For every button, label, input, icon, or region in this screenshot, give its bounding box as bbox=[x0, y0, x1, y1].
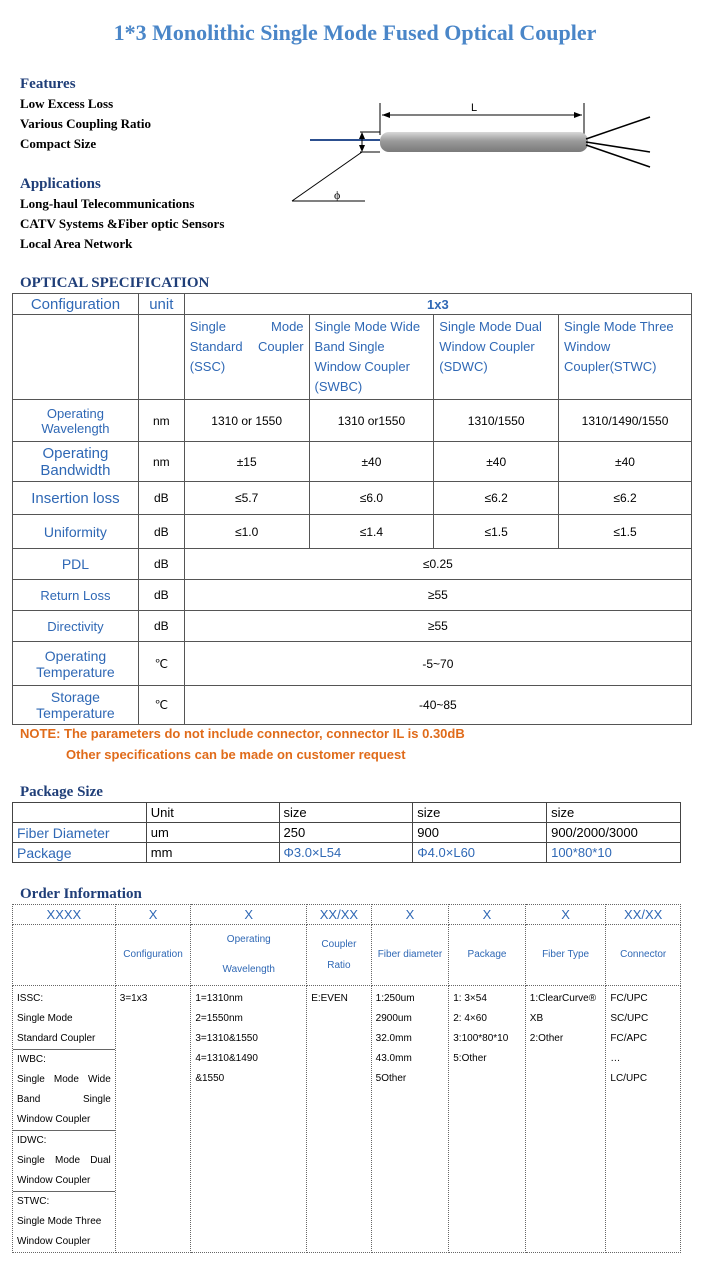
order-code: XX/XX bbox=[307, 905, 371, 925]
order-code: X bbox=[191, 905, 307, 925]
table-cell: Φ4.0×L60 bbox=[413, 843, 547, 863]
spec-row bbox=[13, 442, 692, 482]
list-item: 2: 4×60 bbox=[453, 1013, 487, 1024]
table-header: size bbox=[547, 803, 681, 823]
order-label: Fiber Type bbox=[525, 925, 606, 986]
order-label: Fiber diameter bbox=[371, 925, 449, 986]
list-item: 32.0mm bbox=[375, 1033, 412, 1044]
type-stwc: Single Mode Three Window Coupler(STWC) bbox=[559, 315, 692, 400]
list-item: Window Coupler bbox=[17, 1175, 91, 1186]
list-item: IWBC: bbox=[17, 1054, 46, 1065]
spec-row bbox=[13, 482, 692, 515]
spec-value: ≤1.0 bbox=[184, 515, 309, 549]
table-cell: mm bbox=[146, 843, 279, 863]
order-label: Package bbox=[449, 925, 526, 986]
spec-value: ±40 bbox=[309, 442, 434, 482]
table-header: size bbox=[279, 803, 413, 823]
spec-unit: dB bbox=[138, 549, 184, 580]
spec-row bbox=[13, 686, 692, 725]
order-code: X bbox=[525, 905, 606, 925]
features-list bbox=[20, 94, 151, 154]
type-group bbox=[13, 1191, 115, 1252]
spec-value: ≤5.7 bbox=[184, 482, 309, 515]
spec-value: ≤6.2 bbox=[559, 482, 692, 515]
package-size-heading: Package Size bbox=[20, 784, 103, 800]
list-item: FC/APC bbox=[610, 1033, 648, 1044]
spec-unit: nm bbox=[138, 442, 184, 482]
order-wavelength-cell bbox=[191, 986, 307, 1253]
spec-label: Uniformity bbox=[13, 515, 139, 549]
output-fiber bbox=[586, 142, 650, 152]
list-item: Single Mode Dual bbox=[17, 1155, 111, 1166]
order-label: Configuration bbox=[115, 925, 191, 986]
type-group bbox=[13, 989, 115, 1049]
table-row bbox=[13, 905, 681, 925]
order-code: X bbox=[115, 905, 191, 925]
list-item: &1550 bbox=[195, 1073, 225, 1084]
spec-unit: dB bbox=[138, 580, 184, 611]
applications-heading: Applications bbox=[20, 176, 101, 192]
list-item: 1=1310nm bbox=[195, 993, 243, 1004]
list-item: … bbox=[610, 1053, 621, 1064]
spec-value: 1310 or1550 bbox=[309, 400, 434, 442]
type-swbc: Single Mode Wide Band Single Window Coupler (SWBC) bbox=[309, 315, 434, 400]
list-item: 43.0mm bbox=[375, 1053, 412, 1064]
spec-value: ≤1.5 bbox=[559, 515, 692, 549]
spec-value: ±40 bbox=[559, 442, 692, 482]
feature-item: Low Excess Loss bbox=[20, 96, 114, 111]
table-cell: Φ3.0×L54 bbox=[279, 843, 413, 863]
spec-value: ±40 bbox=[434, 442, 559, 482]
spec-value: ≤0.25 bbox=[184, 549, 691, 580]
spec-label: Insertion loss bbox=[13, 482, 139, 515]
list-item: FC/UPC bbox=[610, 993, 648, 1004]
order-connector-cell bbox=[606, 986, 681, 1253]
spec-value: ≤1.4 bbox=[309, 515, 434, 549]
spec-value: ≤6.0 bbox=[309, 482, 434, 515]
spec-value: 1310 or 1550 bbox=[184, 400, 309, 442]
list-item: ISSC: bbox=[17, 993, 44, 1004]
order-ratio-cell bbox=[307, 986, 371, 1253]
applications-list bbox=[20, 194, 224, 254]
config-header: Configuration bbox=[13, 294, 139, 315]
table-cell: 100*80*10 bbox=[547, 843, 681, 863]
application-item: CATV Systems &Fiber optic Sensors bbox=[20, 216, 225, 231]
output-fiber bbox=[586, 145, 650, 167]
application-item: Long-haul Telecommunications bbox=[20, 196, 195, 211]
unit-header: unit bbox=[138, 294, 184, 315]
spec-row bbox=[13, 515, 692, 549]
table-row bbox=[13, 986, 681, 1253]
list-item: STWC: bbox=[17, 1196, 50, 1207]
spec-value: -40~85 bbox=[184, 686, 691, 725]
feature-item: Various Coupling Ratio bbox=[20, 116, 151, 131]
page-title: 1*3 Monolithic Single Mode Fused Optical Coupler bbox=[113, 20, 597, 45]
list-item: 1:250um bbox=[375, 993, 415, 1004]
order-info-heading: Order Information bbox=[20, 886, 142, 902]
spec-value: ≤6.2 bbox=[434, 482, 559, 515]
features-heading: Features bbox=[20, 76, 76, 92]
table-cell: Fiber Diameter bbox=[13, 823, 147, 843]
spec-row bbox=[13, 611, 692, 642]
optical-spec-table bbox=[12, 293, 692, 725]
list-item: 2:Other bbox=[529, 1033, 564, 1044]
list-item: Single Mode Wide bbox=[17, 1074, 111, 1085]
spec-note bbox=[20, 723, 465, 765]
list-item: Single Mode Three bbox=[17, 1216, 102, 1227]
list-item: SC/UPC bbox=[610, 1013, 649, 1024]
table-row bbox=[13, 843, 681, 863]
list-item: 5Other bbox=[375, 1073, 407, 1084]
table-cell: 250 bbox=[279, 823, 413, 843]
application-item: Local Area Network bbox=[20, 236, 133, 251]
table-cell: Package bbox=[13, 843, 147, 863]
list-item: 4=1310&1490 bbox=[195, 1053, 258, 1064]
spec-row bbox=[13, 580, 692, 611]
list-item: 2900um bbox=[375, 1013, 412, 1024]
order-fiber-diameter-cell bbox=[371, 986, 449, 1253]
spec-unit: ℃ bbox=[138, 686, 184, 725]
type-group bbox=[13, 1130, 115, 1191]
output-fiber bbox=[586, 117, 650, 139]
spec-label: PDL bbox=[13, 549, 139, 580]
table-cell: 900/2000/3000 bbox=[547, 823, 681, 843]
package-size-table bbox=[12, 802, 681, 863]
list-item: Window Coupler bbox=[17, 1114, 91, 1125]
spec-value: ≤1.5 bbox=[434, 515, 559, 549]
list-item: Single Mode bbox=[17, 1013, 73, 1024]
diameter-label: ϕ bbox=[334, 188, 341, 202]
spec-value: 1310/1550 bbox=[434, 400, 559, 442]
table-row bbox=[13, 823, 681, 843]
order-label: Coupler Ratio bbox=[307, 925, 371, 986]
spec-label: Directivity bbox=[13, 611, 139, 642]
optical-spec-heading: OPTICAL SPECIFICATION bbox=[20, 275, 210, 291]
spec-row bbox=[13, 400, 692, 442]
order-code: X bbox=[371, 905, 449, 925]
table-cell: um bbox=[146, 823, 279, 843]
spec-row bbox=[13, 549, 692, 580]
order-label: Connector bbox=[606, 925, 681, 986]
order-type-cell bbox=[13, 986, 116, 1253]
list-item: Window Coupler bbox=[17, 1236, 91, 1247]
order-label: Operating Wavelength bbox=[191, 925, 307, 986]
type-ssc: Single Mode Standard Coupler (SSC) bbox=[184, 315, 309, 400]
order-label bbox=[13, 925, 116, 986]
spec-label: Operating Wavelength bbox=[13, 400, 139, 442]
order-config-cell bbox=[115, 986, 191, 1253]
spec-unit: dB bbox=[138, 611, 184, 642]
type-group bbox=[13, 1049, 115, 1130]
list-item: 3=1310&1550 bbox=[195, 1033, 258, 1044]
feature-item: Compact Size bbox=[20, 136, 97, 151]
spec-label: Operating Temperature bbox=[13, 642, 139, 686]
length-label: L bbox=[471, 102, 478, 114]
order-code: XX/XX bbox=[606, 905, 681, 925]
order-package-cell bbox=[449, 986, 526, 1253]
order-code: X bbox=[449, 905, 526, 925]
table-row bbox=[13, 925, 681, 986]
spec-value: ≥55 bbox=[184, 611, 691, 642]
list-item: 2=1550nm bbox=[195, 1013, 243, 1024]
table-row bbox=[13, 803, 681, 823]
list-item: LC/UPC bbox=[610, 1073, 648, 1084]
table-header: Unit bbox=[146, 803, 279, 823]
spec-unit: ℃ bbox=[138, 642, 184, 686]
list-item: E:EVEN bbox=[311, 993, 348, 1004]
spec-unit: dB bbox=[138, 515, 184, 549]
list-item: Standard Coupler bbox=[17, 1033, 96, 1044]
order-fiber-type-cell bbox=[525, 986, 606, 1253]
list-item: 1: 3×54 bbox=[453, 993, 487, 1004]
list-item: IDWC: bbox=[17, 1135, 47, 1146]
list-item: 1:ClearCurve® bbox=[529, 993, 597, 1004]
list-item: XB bbox=[529, 1013, 544, 1024]
spec-row bbox=[13, 642, 692, 686]
table-header: size bbox=[413, 803, 547, 823]
note-line: Other specifications can be made on customer request bbox=[66, 747, 406, 762]
order-code: XXXX bbox=[13, 905, 116, 925]
note-line: NOTE: The parameters do not include connector, connector IL is 0.30dB bbox=[20, 726, 465, 741]
spec-label: Storage Temperature bbox=[13, 686, 139, 725]
spec-value: ±15 bbox=[184, 442, 309, 482]
list-item: 3:100*80*10 bbox=[453, 1033, 509, 1044]
coupler-body bbox=[380, 132, 588, 152]
list-item: 5:Other bbox=[453, 1053, 487, 1064]
list-item: 3=1x3 bbox=[119, 993, 148, 1004]
coupler-diagram bbox=[290, 95, 670, 215]
spec-value: 1310/1490/1550 bbox=[559, 400, 692, 442]
spec-value: ≥55 bbox=[184, 580, 691, 611]
group-header: 1x3 bbox=[184, 294, 691, 315]
list-item: Band Single bbox=[17, 1094, 111, 1105]
type-sdwc: Single Mode Dual Window Coupler (SDWC) bbox=[434, 315, 559, 400]
spec-unit: dB bbox=[138, 482, 184, 515]
spec-unit: nm bbox=[138, 400, 184, 442]
order-info-table bbox=[12, 904, 681, 1253]
spec-label: Return Loss bbox=[13, 580, 139, 611]
table-cell bbox=[13, 803, 147, 823]
spec-label: Operating Bandwidth bbox=[13, 442, 139, 482]
table-cell: 900 bbox=[413, 823, 547, 843]
spec-value: -5~70 bbox=[184, 642, 691, 686]
